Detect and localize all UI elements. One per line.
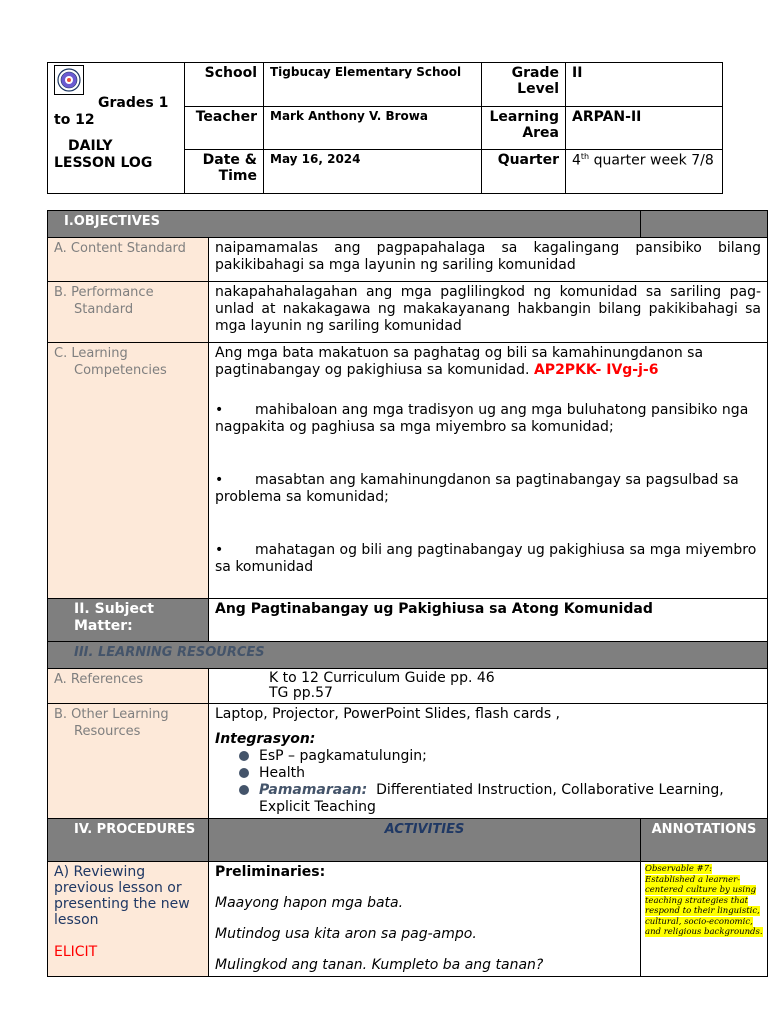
competency-code: AP2PKK- IVg-j-6	[533, 362, 659, 378]
other-resources-value: Laptop, Projector, PowerPoint Slides, flash cards ,	[215, 706, 561, 722]
subject-matter-label: II. Subject Matter:	[48, 599, 209, 642]
prelim-line: Mulingkod ang tanan. Kumpleto ba ang tanan?	[215, 957, 544, 973]
date-value: May 16, 2024	[264, 150, 482, 194]
other-resources-cell	[209, 704, 768, 819]
quarter-value: 4th quarter week 7/8	[566, 150, 723, 194]
activities-heading: ACTIVITIES	[209, 819, 641, 862]
annotation-cell	[641, 862, 768, 977]
teacher-value: Mark Anthony V. Browa	[264, 107, 482, 150]
prelim-line: Maayong hapon mga bata.	[215, 895, 404, 911]
preliminaries-label: Preliminaries:	[215, 864, 326, 880]
performance-standard-text: nakapahahalagahan ang mga paglilingkod ng komunidad sa sariling pag-unlad at nakakagawa ng makakayanang hakbangin bilang pakikibahagi sa mga layunin ng sariling komunidad	[209, 282, 768, 343]
title-grades-line2: to 12	[54, 112, 95, 128]
learning-area-label: Learning Area	[482, 107, 566, 150]
teacher-label: Teacher	[185, 107, 264, 150]
prelim-line: Mutindog usa kita aron sa pag-ampo.	[215, 926, 477, 942]
title-daily: DAILY	[68, 138, 113, 154]
quarter-label: Quarter	[482, 150, 566, 194]
elicit-label: ELICIT	[54, 944, 98, 960]
deped-seal-logo	[54, 65, 84, 95]
content-standard-text: naipamamalas ang pagpapahalaga sa kagalingang pansibiko bilang pakikibahagi sa mga layunin ng sariling komunidad	[209, 238, 768, 282]
objectives-heading: I.OBJECTIVES	[48, 211, 641, 238]
reviewing-label: A) Reviewing previous lesson or presenting the new lesson	[54, 864, 190, 928]
references-label: A. References	[48, 669, 209, 704]
bullet-icon	[239, 768, 249, 778]
learning-area-value: ARPAN-II	[566, 107, 723, 150]
learning-competencies-cell	[209, 343, 768, 599]
reviewing-label-cell	[48, 862, 209, 977]
bullet-icon	[239, 751, 249, 761]
seal-icon	[57, 68, 81, 92]
objectives-heading-annotation	[641, 211, 768, 238]
title-lesson-log: LESSON LOG	[54, 155, 153, 171]
learning-resources-heading: III. LEARNING RESOURCES	[48, 642, 768, 669]
content-standard-label: A. Content Standard	[48, 238, 209, 282]
grade-level-label: Grade Level	[482, 63, 566, 107]
header-table	[47, 62, 723, 194]
competency-bullet: • mahibaloan ang mga tradisyon ug ang mga buluhatong pansibiko nga nagpakita og paghiusa sa mga miyembro sa komunidad;	[215, 402, 749, 435]
learning-competencies-label: C. Learning Competencies	[48, 343, 209, 599]
date-time-label: Date & Time	[185, 150, 264, 194]
lesson-plan-table	[47, 210, 768, 977]
grade-level-value: II	[566, 63, 723, 107]
preliminaries-cell	[209, 862, 641, 977]
pamamaraan-item: Pamamaraan: Differentiated Instruction, Collaborative Learning, Explicit Teaching	[215, 782, 761, 816]
school-label: School	[185, 63, 264, 107]
integrasyon-item: Health	[215, 765, 761, 782]
performance-standard-label: B. Performance Standard	[48, 282, 209, 343]
integrasyon-label: Integrasyon:	[215, 731, 316, 747]
dll-title-cell	[48, 63, 185, 194]
bullet-icon	[239, 785, 249, 795]
references-value: K to 12 Curriculum Guide pp. 46 TG pp.57	[209, 669, 768, 704]
school-value: Tigbucay Elementary School	[264, 63, 482, 107]
competency-intro: Ang mga bata makatuon sa paghatag og bili sa kamahinungdanon sa pagtinabangay og pakighiusa sa komunidad. AP2PKK- IVg-j-6	[215, 345, 704, 378]
subject-matter-value: Ang Pagtinabangay ug Pakighiusa sa Atong Komunidad	[209, 599, 768, 642]
competency-bullet: • mahatagan og bili ang pagtinabangay ug pakighiusa sa mga miyembro sa komunidad	[215, 542, 757, 575]
procedures-label: IV. PROCEDURES	[48, 819, 209, 862]
title-grades-line: Grades 1	[98, 95, 169, 111]
other-resources-label: B. Other Learning Resources	[48, 704, 209, 819]
competency-bullet: • masabtan ang kamahinungdanon sa pagtinabangay sa pagsulbad sa problema sa komunidad;	[215, 472, 739, 505]
integrasyon-item: EsP – pagkamatulungin;	[215, 748, 761, 765]
annotations-heading: ANNOTATIONS	[641, 819, 768, 862]
annotation-observable-7: Observable #7: Established a learner-centered culture by using teaching strategies that respond to their linguistic, cultural, socio-economic, and religious backgrounds.	[645, 864, 763, 937]
